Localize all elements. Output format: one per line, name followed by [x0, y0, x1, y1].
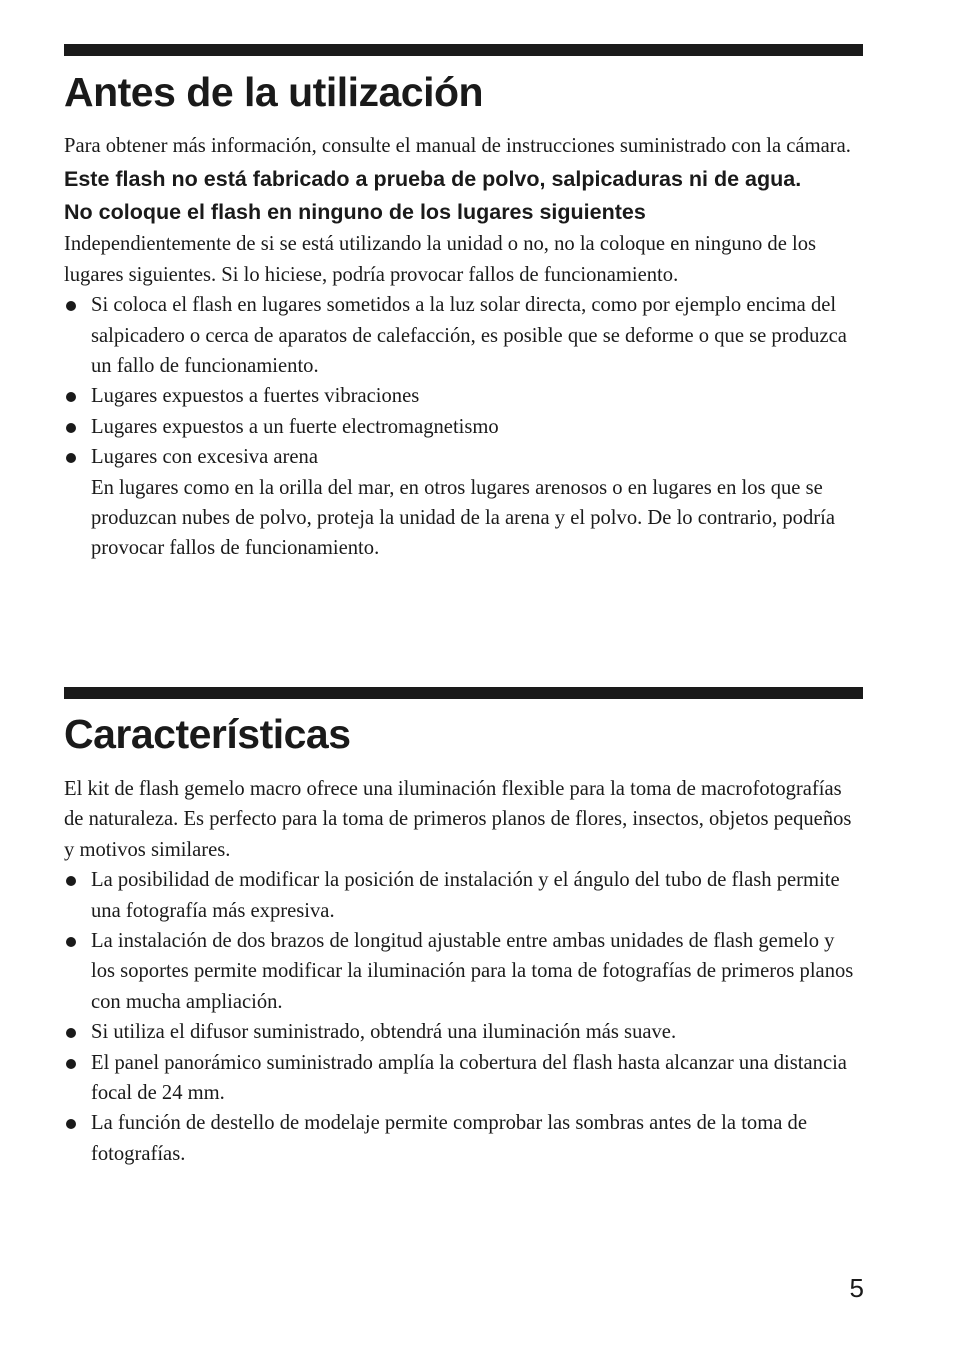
section-rule	[64, 687, 863, 699]
bullet-icon	[66, 937, 76, 947]
section-body	[64, 131, 854, 564]
bullet-icon	[66, 1059, 76, 1069]
list-item: Si utiliza el difusor suministrado, obtendrá una iluminación más suave.	[64, 1017, 854, 1047]
body-paragraph: Independientemente de si se está utilizando la unidad o no, no la coloque en ninguno de los lugares siguientes. Si lo hiciese, podría provocar fallos de funcionamiento.	[64, 233, 817, 286]
list-item: La instalación de dos brazos de longitud ajustable entre ambas unidades de flash gemelo y los soportes permite modificar la iluminación para la toma de fotografías de primeros planos con mucha ampliación.	[64, 926, 854, 1017]
subheading: No coloque el flash en ninguno de los lugares siguientes	[64, 200, 646, 225]
list-item: Si coloca el flash en lugares sometidos a la luz solar directa, como por ejemplo encima del salpicadero o cerca de aparatos de calefacción, es posible que se deforme o que se produzca un fallo de funcionamiento.	[64, 290, 854, 381]
bullet-detail: En lugares como en la orilla del mar, en otros lugares arenosos o en lugares en los que se produzcan nubes de polvo, proteja la unidad de la arena y el polvo. De lo contrario, podría provocar fallos de funcionamiento.	[91, 476, 835, 560]
bullet-list	[64, 290, 854, 564]
list-item: Lugares expuestos a fuertes vibraciones	[64, 381, 854, 411]
bullet-icon	[66, 876, 76, 886]
bullet-icon	[66, 392, 76, 402]
page-number: 5	[849, 1273, 864, 1303]
list-item: Lugares expuestos a un fuerte electromagnetismo	[64, 412, 854, 442]
bullet-icon	[66, 1028, 76, 1038]
warning-heading: Este flash no está fabricado a prueba de polvo, salpicaduras ni de agua.	[64, 167, 802, 192]
bullet-icon	[66, 453, 76, 463]
section-title: Antes de la utilización	[64, 69, 484, 115]
bullet-icon	[66, 423, 76, 433]
intro-paragraph: Para obtener más información, consulte el manual de instrucciones suministrado con la cámara.	[64, 135, 851, 157]
bullet-icon	[66, 301, 76, 311]
section-title: Características	[64, 711, 351, 757]
bullet-icon	[66, 1119, 76, 1129]
list-item: La función de destello de modelaje permite comprobar las sombras antes de la toma de fotografías.	[64, 1108, 854, 1169]
list-item: Lugares con excesiva arena En lugares como en la orilla del mar, en otros lugares arenosos o en lugares en los que se produzcan nubes de polvo, proteja la unidad de la arena y el polvo. De lo contrario, podría provocar fallos de funcionamiento.	[64, 442, 854, 564]
intro-paragraph: El kit de flash gemelo macro ofrece una iluminación flexible para la toma de macrofotografías de naturaleza. Es perfecto para la toma de primeros planos de flores, insectos, objetos pequeños y motivos similares.	[64, 778, 852, 861]
section-rule	[64, 44, 863, 56]
bullet-list	[64, 865, 854, 1169]
section-body	[64, 774, 854, 1169]
list-item: El panel panorámico suministrado amplía la cobertura del flash hasta alcanzar una distancia focal de 24 mm.	[64, 1048, 854, 1109]
list-item: La posibilidad de modificar la posición de instalación y el ángulo del tubo de flash permite una fotografía más expresiva.	[64, 865, 854, 926]
